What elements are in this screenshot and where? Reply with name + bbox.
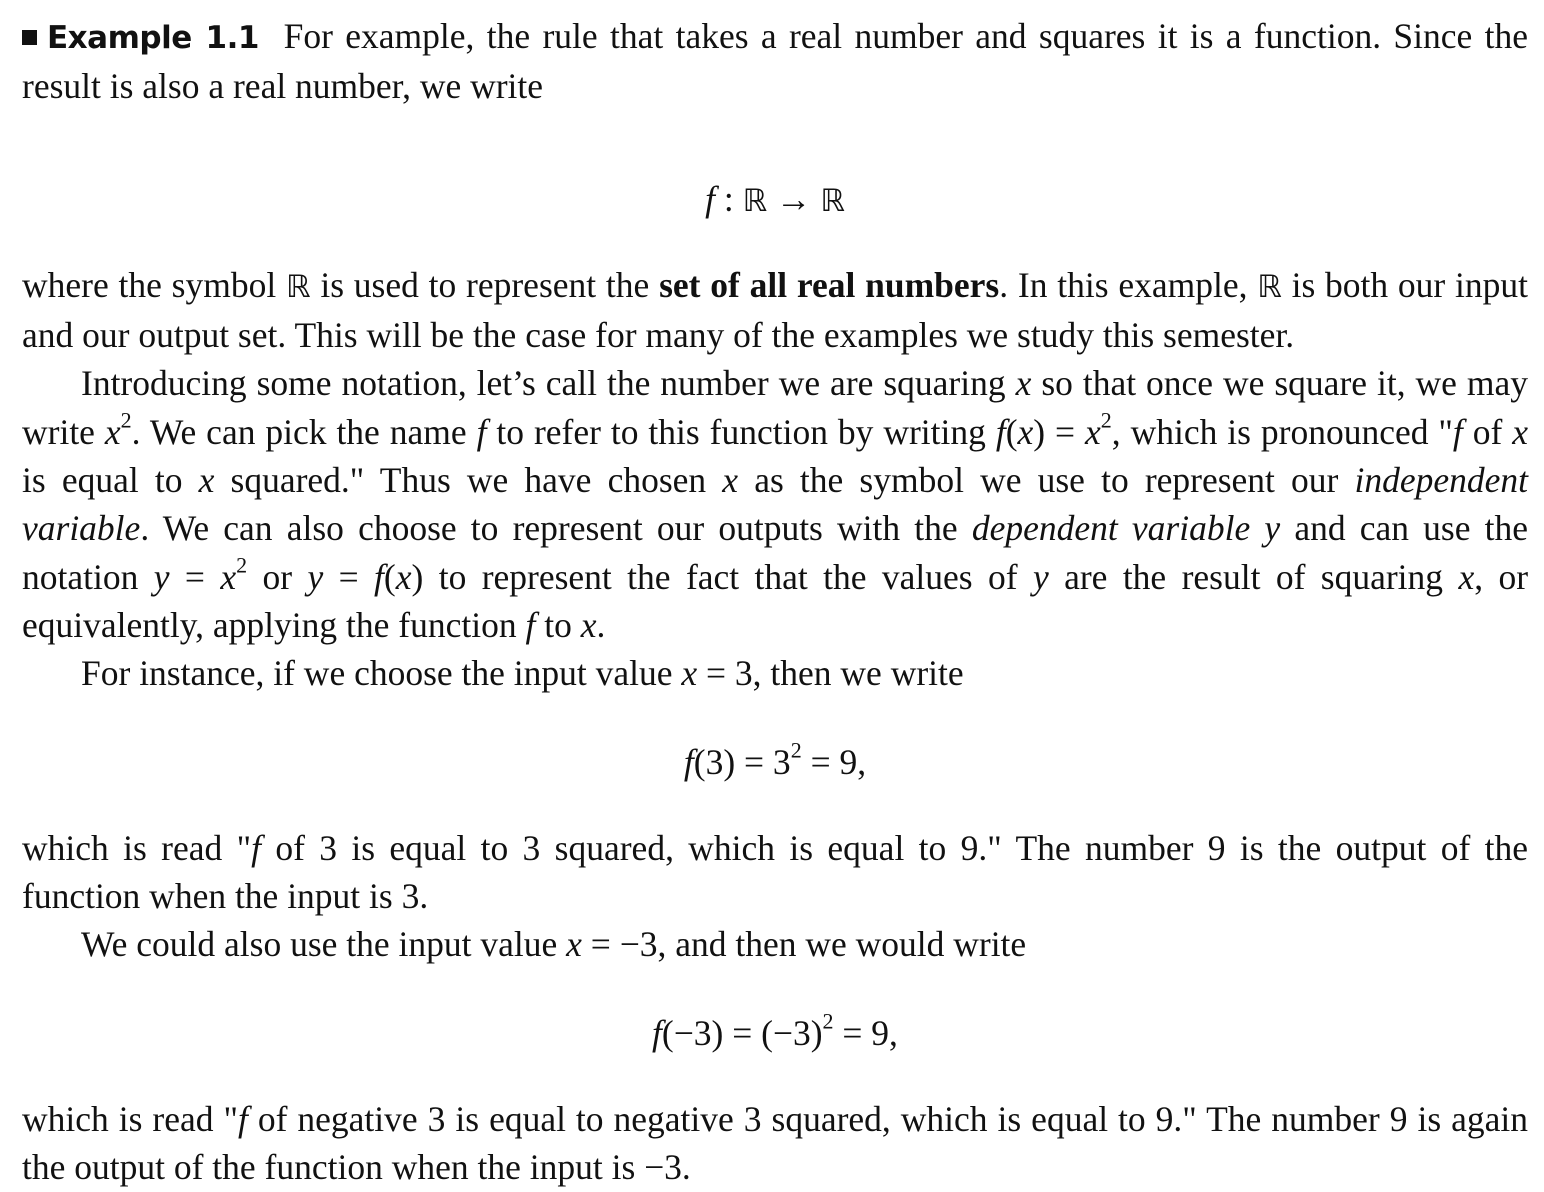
document-body [22, 12, 1528, 1192]
paragraph-read-f-of-3: which is read "f of 3 is equal to 3 squared, which is equal to 9." The number 9 is the output of the function when the input is 3. [22, 827, 1529, 917]
bullet-square-icon [22, 30, 37, 45]
term-dependent-variable: dependent variable [971, 508, 1251, 549]
paragraph-intro [22, 12, 1528, 111]
equation-f-of-3: $f(3) = 3^2 = 9$, [683, 737, 867, 782]
bold-term: set of all real numbers [659, 264, 1000, 305]
paragraph-negative-input: We could also use the input value x = −3, and then we would write [81, 924, 1027, 965]
term-independent-variable: independent variable [22, 460, 1529, 549]
example-heading: Example 1.1 [47, 20, 259, 56]
equation-function-signature: f : ℝ → ℝ [705, 178, 845, 219]
paragraph-read-f-of-negative-3: which is read "f of negative 3 is equal to negative 3 squared, which is equal to 9." The number 9 is again the output of the function when the input is −3. [22, 1099, 1529, 1188]
paragraph-real-numbers: where the symbol ℝ is used to represent the set of all real numbers. In this example, ℝ is both our input and our output set. This will be the case for many of the examples we study this semester. [22, 264, 1529, 356]
equation-f-of-negative-3: $f(-3) = (-3)^2 = 9$, [652, 1008, 898, 1053]
intro-text: For example, the rule that takes a real number and squares it is a function. Since the result is also a real number, we write [22, 16, 1529, 107]
paragraph-notation: Introducing some notation, let’s call the number we are squaring x so that once we square it, we may write $x^2$. We can pick the name f to refer to this function by writing $f(x) = x^2$, which is pronounced "f of x is equal to x squared." Thus we have chosen x as the symbol we use to represent our independent variable. We can also choose to represent our outputs with the dependent variable y and can use the notation $y = x^2$ or y = f(x) to represent the fact that the values of y are the result of squaring x, or equivalently, applying the function f to x. [22, 363, 1529, 645]
paragraph-instance: For instance, if we choose the input value x = 3, then we write [81, 653, 964, 694]
